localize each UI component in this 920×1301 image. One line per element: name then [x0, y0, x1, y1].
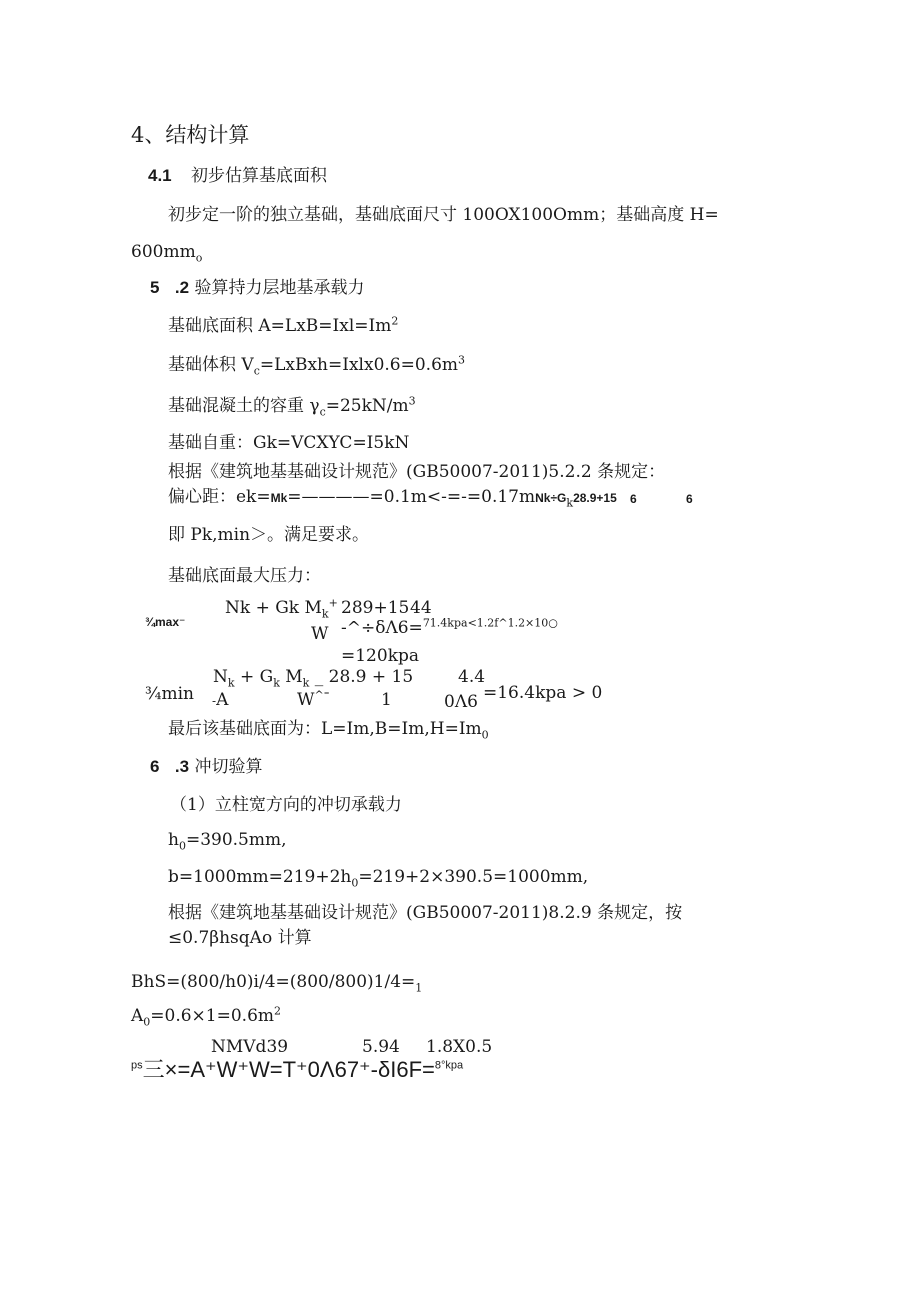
b-line: $b=1000mm=219+2h_0=219+2\times 390.5=1000mm$,	[168, 867, 589, 890]
pmin-result: =16.4kpa > 0	[483, 683, 603, 703]
h0-line: $h_0=390.5mm$,	[168, 830, 287, 853]
pmin-symbol: ¾min	[145, 684, 194, 704]
pmax-result-line: -^÷δΛ6=$^{71.4kpa<1.2f\^{}1.2\times 10○}$	[341, 616, 558, 638]
subsection-title: 初步估算基底面积	[191, 166, 328, 186]
base-volume-line: 基础体积 $V_c=LxBxh=Ixlx0.6=0.6m^3$	[168, 353, 466, 378]
pmin-06: 0Λ6	[444, 692, 478, 712]
item-1-heading: （1）立柱宽方向的冲切承载力	[170, 795, 402, 815]
eccentricity-denominator: 6	[686, 492, 693, 506]
beta-hs-line: $BhS=(800∕h0)i∕4=(800/800)1/4=_1$	[131, 972, 423, 995]
paragraph-continuation: $600mm_o$	[131, 242, 203, 265]
pmin-area: -A	[212, 690, 229, 710]
pmax-moment: 44	[410, 598, 432, 618]
subsection-number: 6	[150, 757, 160, 776]
pmax-w: W	[311, 624, 329, 644]
ps-numerator: 5.94	[362, 1037, 400, 1057]
pmin-one: 1	[381, 690, 392, 710]
ps-numerator: 1.8X0.5	[426, 1037, 493, 1057]
subsection-number: 4.1	[148, 166, 172, 185]
spec-reference-continuation: ≤0.7βhsqAo 计算	[168, 928, 312, 948]
subsection-4-1-heading	[148, 166, 327, 186]
subsection-number-suffix: .3	[174, 757, 190, 776]
pmax-values: 289+15	[341, 598, 410, 618]
unit-weight-line: 基础混凝土的容重 $\gamma_c=25kN∕m^3$	[168, 394, 416, 419]
a0-line: $A_0=0.6\times 1=0.6m^2$	[131, 1004, 282, 1029]
final-dimension-line: 最后该基础底面为：$L=Im,B=Im,H=Im_0$	[168, 719, 489, 742]
ps-numerator: NMVd39	[211, 1037, 289, 1057]
pmax-numerator: Nk + Gk $M_k^+$	[225, 596, 338, 621]
eccentricity-denominator: 6	[630, 492, 637, 506]
pmin-numerator: $N_k + G_k$ $M_k$ _ 28.9 + 15	[213, 667, 414, 690]
subsection-4-2-heading	[150, 278, 364, 298]
spec-reference-line: 根据《建筑地基基础设计规范》(GB50007-2011)8.2.9 条规定，按	[168, 903, 683, 923]
max-pressure-title: 基础底面最大压力：	[168, 566, 321, 586]
base-area-line: 基础底面积 $A=LxB=Ixl=Im^2$	[168, 314, 399, 336]
ps-formula-line: $^{ps}$三×=A⁺W⁺W=T⁺0Λ67⁺-δI6F=$^{8^\circ kpa}$	[131, 1057, 464, 1082]
spec-reference-line: 根据《建筑地基基础设计规范》(GB50007-2011)5.2.2 条规定：	[168, 462, 666, 482]
subsection-title: 验算持力层地基承载力	[194, 278, 365, 298]
self-weight-line: 基础自重：Gk=VCXYC=I5kN	[168, 433, 410, 453]
section-heading: 4、结构计算	[131, 123, 250, 147]
subsection-title: 冲切验算	[194, 757, 263, 777]
paragraph: 初步定一阶的独立基础，基础底面尺寸 100OX100Omm；基础高度 H=	[168, 205, 719, 225]
pmin-moment: 4.4	[458, 667, 486, 687]
pmax-result: =120kpa	[341, 646, 420, 666]
eccentricity-line: 偏心距：$ek=Mk=————=0.1m<-=-=0.17mNk\div G_k28.9+15$	[168, 487, 617, 510]
subsection-number-suffix: .2	[174, 278, 190, 297]
pmax-symbol: ¾max⁻	[145, 615, 186, 629]
subsection-number: 5	[150, 278, 160, 297]
pk-min-check-line: 即 Pk,min＞。满足要求。	[168, 525, 370, 545]
subsection-4-3-heading	[150, 757, 262, 777]
pmin-w: W^⁼	[297, 688, 330, 710]
